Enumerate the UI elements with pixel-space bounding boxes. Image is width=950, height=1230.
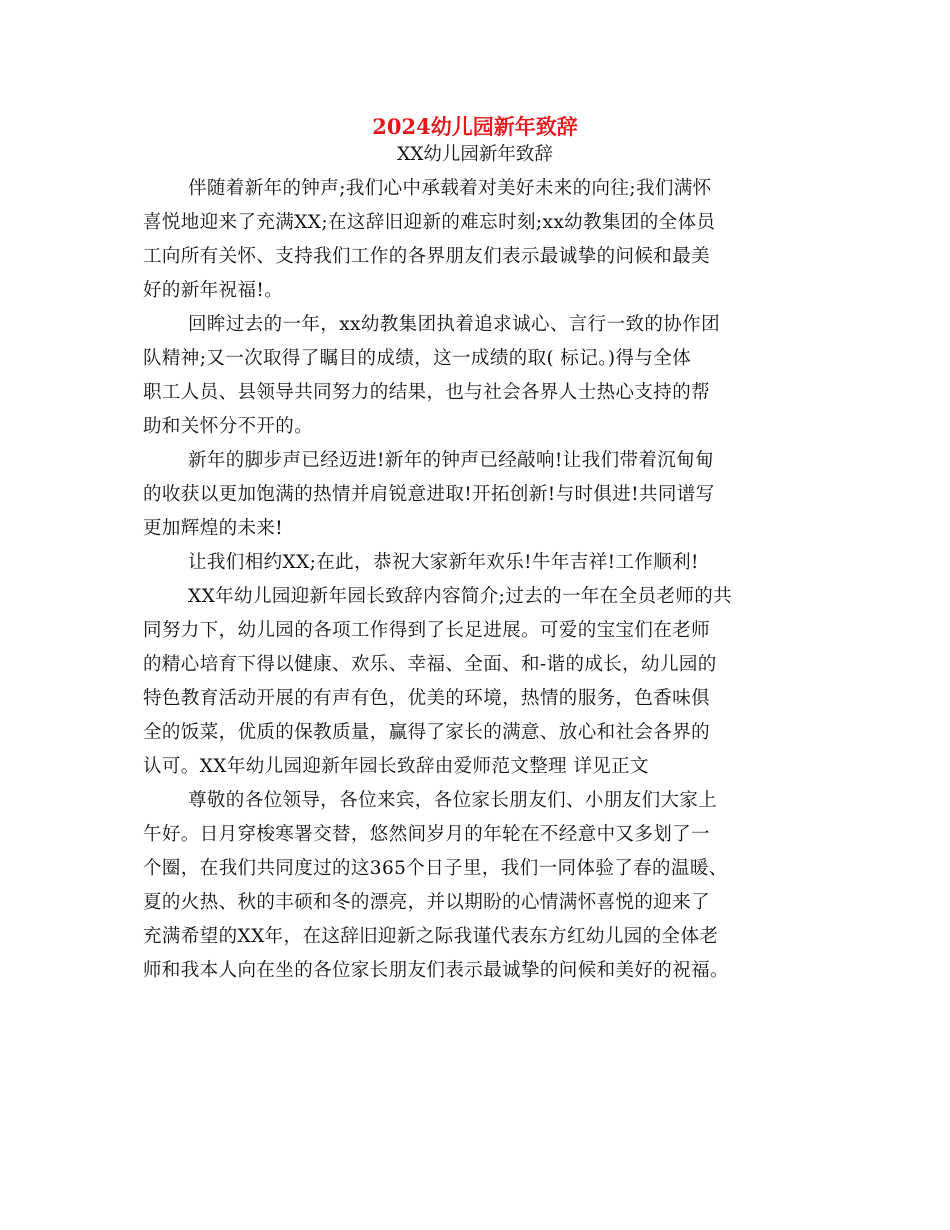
paragraph-line: 午好。日月穿梭寒署交替，悠然间岁月的年轮在不经意中又多划了一: [143, 824, 711, 845]
paragraph: [143, 308, 813, 444]
paragraph-line: 好的新年祝福!。: [143, 280, 284, 301]
document-title: 2024幼儿园新年致辞: [372, 114, 578, 139]
paragraph-line: 夏的火热、秋的丰硕和冬的漂亮，并以期盼的心情满怀喜悦的迎来了: [143, 892, 711, 913]
paragraph-line: 新年的脚步声已经迈进!新年的钟声已经敲响!让我们带着沉甸甸: [188, 450, 714, 471]
paragraph: [143, 580, 813, 784]
paragraph-line: XX年幼儿园迎新年园长致辞内容简介;过去的一年在全员老师的共: [188, 586, 733, 607]
paragraph-line: 伴随着新年的钟声;我们心中承载着对美好未来的向往;我们满怀: [188, 178, 712, 199]
paragraph-line: 喜悦地迎来了充满XX;在这辞旧迎新的难忘时刻;xx幼教集团的全体员: [143, 212, 716, 233]
paragraph-line: 认可。XX年幼儿园迎新年园长致辞由爱师范文整理 详见正文: [143, 756, 649, 777]
paragraph-line: 全的饭菜，优质的保教质量，赢得了家长的满意、放心和社会各界的: [143, 722, 711, 743]
paragraph-line: 特色教育活动开展的有声有色，优美的环境，热情的服务，色香味俱: [143, 688, 711, 709]
paragraph-line: 尊敬的各位领导，各位来宾，各位家长朋友们、小朋友们大家上: [188, 790, 718, 811]
paragraph-line: 充满希望的XX年，在这辞旧迎新之际我谨代表东方红幼儿园的全体老: [143, 926, 719, 947]
paragraph: [143, 784, 813, 988]
paragraph-line: 同努力下，幼儿园的各项工作得到了长足进展。可爱的宝宝们在老师: [143, 620, 711, 641]
paragraph: [143, 444, 813, 546]
document-subtitle: XX幼儿园新年致辞: [397, 144, 553, 165]
document-body: [143, 172, 813, 988]
paragraph: [143, 546, 813, 580]
paragraph-line: 工向所有关怀、支持我们工作的各界朋友们表示最诚挚的问候和最美: [143, 246, 711, 267]
paragraph-line: 回眸过去的一年，xx幼教集团执着追求诚心、言行一致的协作团: [188, 314, 720, 335]
paragraph-line: 职工人员、县领导共同努力的结果，也与社会各界人士热心支持的帮: [143, 382, 711, 403]
paragraph-line: 的收获以更加饱满的热情并肩锐意进取!开拓创新!与时俱进!共同谱写: [143, 484, 715, 505]
paragraph-line: 师和我本人向在坐的各位家长朋友们表示最诚挚的问候和美好的祝福。: [143, 960, 729, 981]
paragraph-line: 的精心培育下得以健康、欢乐、幸福、全面、和-谐的成长，幼儿园的: [143, 654, 717, 675]
paragraph-line: 更加辉煌的未来!: [143, 518, 284, 539]
paragraph-line: 个圈，在我们共同度过的这365个日子里，我们一同体验了春的温暖、: [143, 858, 728, 879]
paragraph-line: 队精神;又一次取得了瞩目的成绩，这一成绩的取( 标记。)得与全体: [143, 348, 692, 369]
paragraph-line: 让我们相约XX;在此，恭祝大家新年欢乐!牛年吉祥!工作顺利!: [188, 552, 699, 573]
paragraph-line: 助和关怀分不开的。: [143, 416, 314, 437]
paragraph: [143, 172, 813, 308]
